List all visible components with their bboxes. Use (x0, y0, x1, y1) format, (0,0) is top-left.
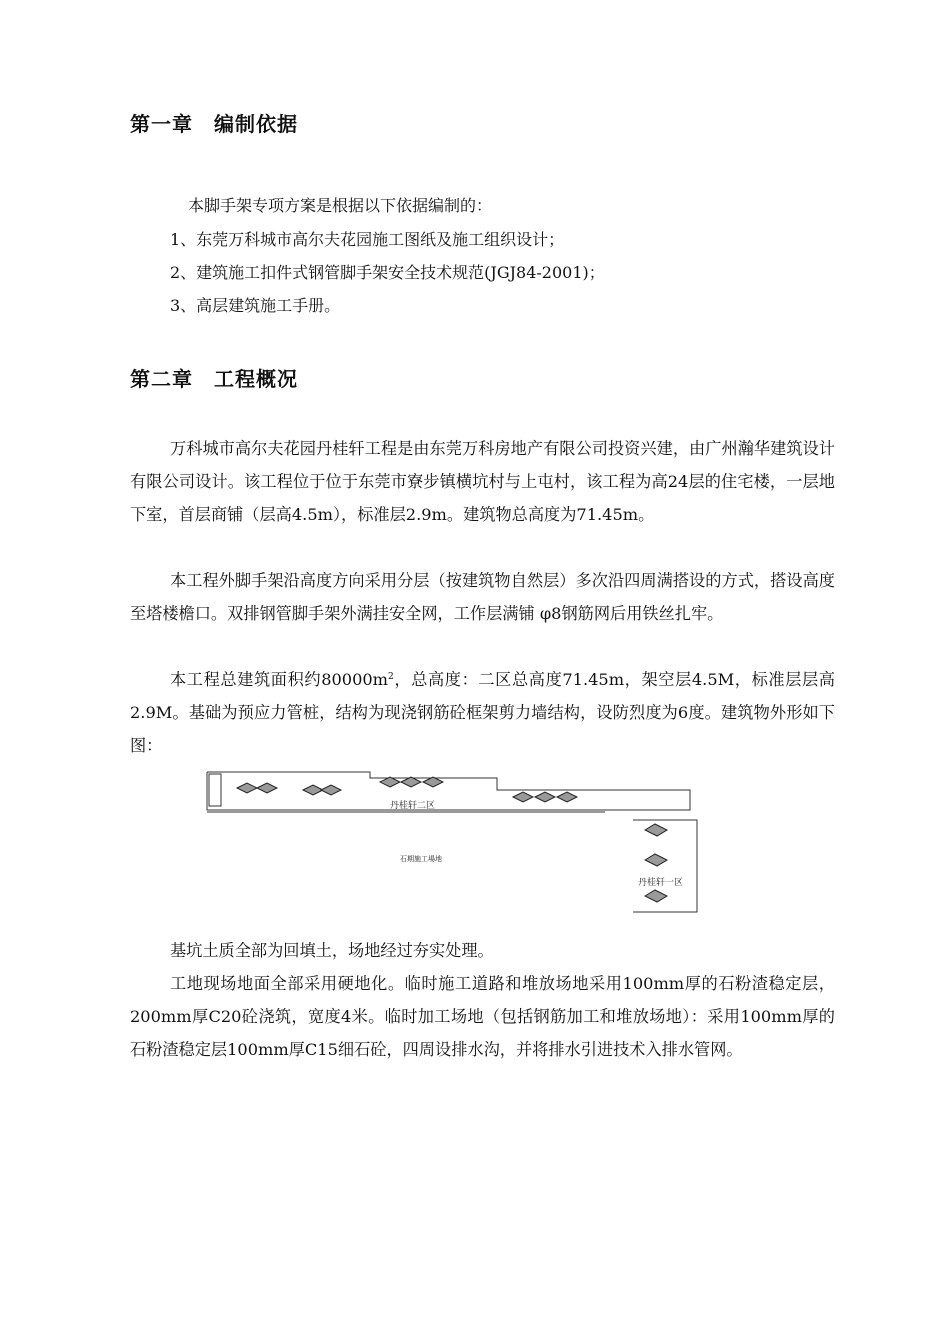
height-text: ，总高度：二区总高度71.45m，架空层4.5M，标准层层高2.9M。基础为预应力管桩，结构为现浇钢筋砼框架剪力墙结构，设防烈度为6度。建筑物外形如下图： (130, 670, 835, 755)
building-plan-drawing (205, 768, 705, 916)
basis-item-1: 1、东莞万科城市高尔夫花园施工图纸及施工组织设计； (170, 230, 565, 249)
zone1-label: 丹桂轩一区 (638, 878, 684, 888)
overview-paragraph-4: 基坑土质全部为回填土，场地经过夯实处理。 (170, 941, 494, 960)
overview-paragraph-5: 工地现场地面全部采用硬地化。临时施工道路和堆放场地采用100mm厚的石粉渣稳定层，200mm厚C20砼浇筑，宽度4米。临时加工场地（包括钢筋加工和堆放场地）：采用100mm厚的石粉渣稳定层100mm厚C15细石砼，四周设排水沟，并将排水引进技术入排水管网。 (130, 974, 835, 1059)
chapter-2-title: 第二章 工程概况 (130, 367, 298, 391)
overview-paragraph-3 (130, 663, 835, 762)
overview-paragraph-2: 本工程外脚手架沿高度方向采用分层（按建筑物自然层）多次沿四周满搭设的方式，搭设高度至塔楼檐口。双排钢管脚手架外满挂安全网，工作层满铺 φ8钢筋网后用铁丝扎牢。 (130, 571, 835, 623)
site-outline (207, 772, 697, 912)
overview-paragraph-1: 万科城市高尔夫花园丹桂轩工程是由东莞万科房地产有限公司投资兴建，由广州瀚华建筑设计有限公司设计。该工程位于位于东莞市寮步镇横坑村与上屯村，该工程为高24层的住宅楼，一层地下室，首层商铺（层高4.5m），标准层2.9m。建筑物总高度为71.45m。 (130, 439, 835, 524)
site-label: 石期施工場地 (400, 855, 442, 863)
zone2-label: 丹桂轩二区 (390, 801, 436, 811)
area-text: 本工程总建筑面积约80000m (170, 670, 389, 689)
basis-item-3: 3、高层建筑施工手册。 (170, 296, 341, 315)
building-plan-figure (205, 768, 705, 916)
basis-intro: 本脚手架专项方案是根据以下依据编制的： (188, 196, 493, 215)
chapter-1-title: 第一章 编制依据 (130, 112, 298, 136)
basis-item-2: 2、建筑施工扣件式钢管脚手架安全技术规范(JGJ84-2001)； (170, 263, 605, 282)
area-superscript: 2 (388, 672, 394, 682)
tower-blocks (237, 777, 667, 902)
